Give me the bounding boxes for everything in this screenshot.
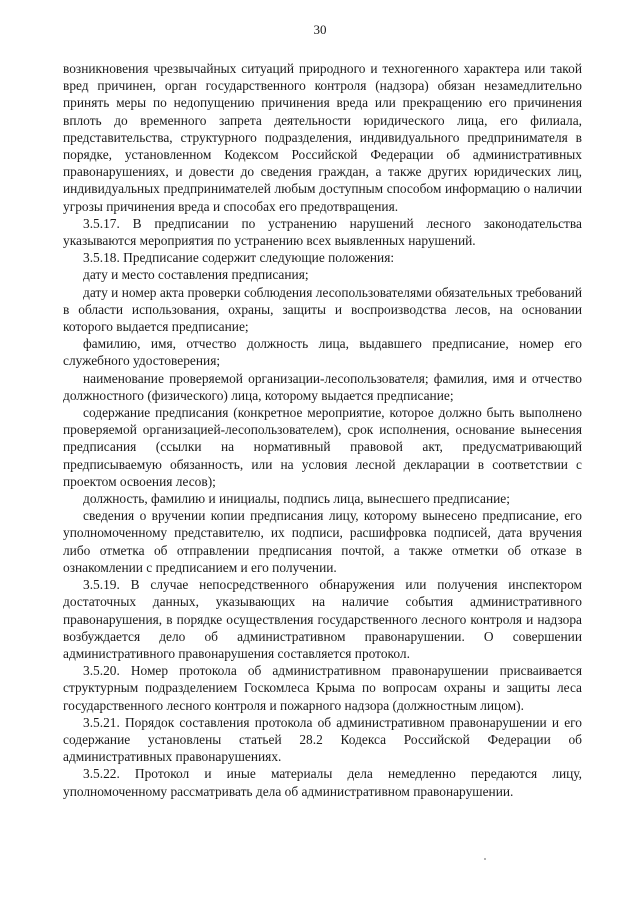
page-number: 30 bbox=[313, 22, 327, 37]
list-item-signature: должность, фамилию и инициалы, подпись лица, вынесшего предписание; bbox=[83, 491, 510, 507]
list-item-organization-name: наименование проверяемой организации-лесопользователя; фамилия, имя и отчество должностного (физического) лица, которому выдается предписание; bbox=[63, 370, 582, 403]
paragraph-3-5-18: 3.5.18. Предписание содержит следующие положения: bbox=[83, 250, 395, 266]
list-item-issuer-name: фамилию, имя, отчество должность лица, выдавшего предписание, номер его служебного удостоверения; bbox=[63, 336, 582, 369]
list-item-order-content: содержание предписания (конкретное мероприятие, которое должно быть выполнено проверяемой организацией-лесопользователем), срок исполнения, основание вынесения предписания (ссылки на нормативный правовой акт, предусматривающий предписываемую обязанность, или на условия лесной декларации в соответствии с проектом освоения лесов); bbox=[63, 405, 582, 489]
paragraph-3-5-17: 3.5.17. В предписании по устранению нарушений лесного законодательства указываются мероприятия по устранению всех выявленных нарушений. bbox=[63, 215, 582, 249]
paragraph-3-5-22: 3.5.22. Протокол и иные материалы дела немедленно передаются лицу, уполномоченному рассматривать дела об административном правонарушении. bbox=[63, 766, 582, 799]
paragraph-3-5-21: 3.5.21. Порядок составления протокола об административном правонарушении и его содержание установлены статьей 28.2 Кодекса Российской Федерации об административных правонарушениях. bbox=[63, 714, 582, 765]
list-item-date-place: дату и место составления предписания; bbox=[83, 267, 309, 283]
list-item-act-date-number: дату и номер акта проверки соблюдения лесопользователями обязательных требований в области использования, охраны, защиты и воспроизводства лесов, на основании которого выдается предписание; bbox=[63, 284, 582, 335]
paragraph-continuation: возникновения чрезвычайных ситуаций природного и техногенного характера или такой вред причинен, орган государственного контроля (надзора) обязан незамедлительно принять меры по недопущению причинения вреда или прекращению его причинения вплоть до временного запрета деятельности юридического лица, его филиала, представительства, структурного подразделения, индивидуального предпринимателя в порядке, установленном Кодексом Российской Федерации об административных правонарушениях, и довести до сведения граждан, а также других юридических лиц, индивидуальных предпринимателей любым доступным способом информацию о наличии угрозы причинения вреда и способах его предотвращения. bbox=[63, 61, 582, 214]
list-item-delivery-info: сведения о вручении копии предписания лицу, которому вынесено предписание, его уполномоченному представителю, их подписи, расшифровка подписей, дата вручения либо отметка об отправлении предписания почтой, а также отметки об отказе в ознакомлении с предписанием и его получении. bbox=[63, 508, 582, 575]
paragraph-3-5-20: 3.5.20. Номер протокола об административном правонарушении присваивается структурным подразделением Госкомлеса Крыма по вопросам охраны и защиты леса государственного лесного контроля и пожарного надзора (должностным лицом). bbox=[63, 663, 582, 713]
paragraph-3-5-19: 3.5.19. В случае непосредственного обнаружения или получения инспектором достаточных данных, указывающих на наличие события административного правонарушения, в порядке осуществления государственного лесного контроля и надзора возбуждается дело об административном правонарушении. О совершении административного правонарушения составляется протокол. bbox=[63, 577, 582, 661]
document-body bbox=[63, 60, 582, 800]
scan-speck bbox=[484, 858, 486, 860]
